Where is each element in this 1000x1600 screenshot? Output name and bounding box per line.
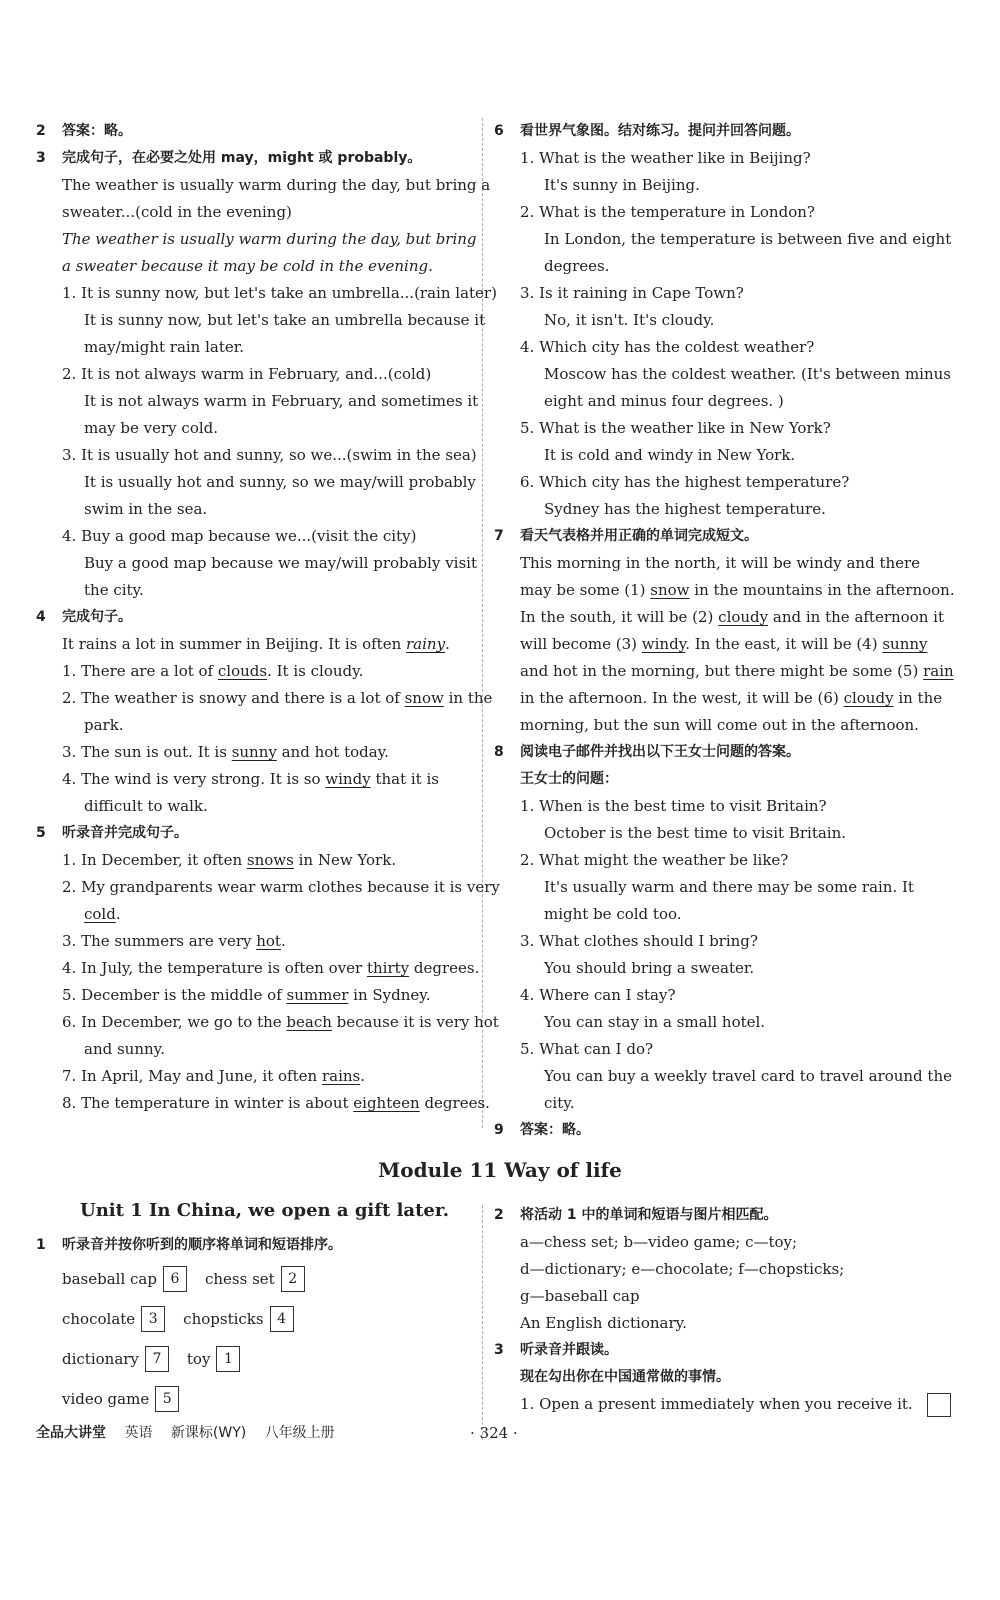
fill-in-answer: hot [256, 932, 281, 950]
text-line: 2. It is not always warm in February, and...(cold) [62, 365, 432, 383]
text-line: may/might rain later. [84, 338, 245, 356]
text-line: 2. My grandparents wear warm clothes because it is very [62, 878, 500, 896]
text-line: It is cold and windy in New York. [544, 446, 796, 464]
exercise-1 [36, 1232, 476, 1419]
question-heading: 3 完成句子，在必要之处用 may，might 或 probably。 [36, 150, 422, 166]
order-number-box: 7 [145, 1346, 169, 1372]
text-line: 4. Buy a good map because we...(visit the city) [62, 527, 417, 545]
answer-line: 1. In December, it often snows in New York. [62, 851, 397, 869]
text-line: 4. Which city has the coldest weather? [520, 338, 815, 356]
fill-in-answer: snow [650, 581, 690, 599]
word-item: dictionary 7 [62, 1346, 169, 1372]
left-column [36, 118, 500, 1117]
right-column [494, 118, 955, 1144]
question-heading: 5 听录音并完成句子。 [36, 825, 188, 841]
word-item: video game 5 [62, 1386, 179, 1412]
text-line: difficult to walk. [84, 797, 208, 815]
order-number-box: 4 [270, 1306, 294, 1332]
fill-in-answer: rains [321, 1067, 361, 1085]
fill-in-answer: thirty [366, 959, 410, 977]
order-number-box: 1 [216, 1346, 240, 1372]
question-heading: 2 将活动 1 中的单词和短语与图片相匹配。 [494, 1207, 778, 1223]
fill-in-answer: eighteen [353, 1094, 420, 1112]
exercise-2-3 [494, 1202, 924, 1418]
text-line: Buy a good map because we may/will probably visit [84, 554, 477, 572]
question-heading: 3 听录音并跟读。 [494, 1342, 618, 1358]
text-line: You can stay in a small hotel. [544, 1013, 766, 1031]
text-line: The weather is usually warm during the day, but bring a [62, 176, 491, 194]
fill-in-answer: cold [84, 905, 116, 923]
text-line: It is usually hot and sunny, so we may/will probably [84, 473, 476, 491]
order-number-box: 5 [155, 1386, 179, 1412]
answer-line: d—dictionary; e—chocolate; f—chopsticks; [520, 1260, 845, 1278]
text-line: may be very cold. [84, 419, 219, 437]
fill-in-answer: sunny [231, 743, 277, 761]
fill-in-answer: snow [404, 689, 444, 707]
text-line: and sunny. [84, 1040, 165, 1058]
answer-line: 3. The summers are very hot. [62, 932, 286, 950]
word-order-list [36, 1259, 476, 1419]
text-line: 5. What can I do? [520, 1040, 654, 1058]
word-item: toy 1 [187, 1346, 241, 1372]
answer-line: 8. The temperature in winter is about eighteen degrees. [62, 1094, 490, 1112]
word-row [36, 1379, 476, 1419]
page-number: · 324 · [470, 1424, 518, 1442]
answer-line: An English dictionary. [520, 1314, 687, 1332]
text-line: a sweater because it may be cold in the evening. [62, 257, 433, 275]
text-line: October is the best time to visit Britain. [544, 824, 847, 842]
text-line: 3. What clothes should I bring? [520, 932, 758, 950]
answer-line: may be some (1) snow in the mountains in the afternoon. [520, 581, 955, 599]
text-line: 3. It is usually hot and sunny, so we...(swim in the sea) [62, 446, 477, 464]
answer-line: 5. December is the middle of summer in Sydney. [62, 986, 431, 1004]
fill-in-answer: rainy [406, 635, 446, 653]
text-line: It's usually warm and there may be some rain. It [544, 878, 914, 896]
text-line: This morning in the north, it will be windy and there [520, 554, 921, 572]
text-line: 2. What might the weather be like? [520, 851, 789, 869]
word-row [36, 1339, 476, 1379]
checklist-item: 1. Open a present immediately when you receive it. [494, 1391, 924, 1418]
fill-in-answer: snows [246, 851, 294, 869]
text-line: The weather is usually warm during the day, but bring [62, 230, 477, 248]
question-heading: 2 答案：略。 [36, 123, 132, 139]
answer-line: a—chess set; b—video game; c—toy; [520, 1233, 798, 1251]
column-divider-lower [482, 1205, 483, 1440]
text-line: park. [84, 716, 124, 734]
text-line: 2. What is the temperature in London? [520, 203, 815, 221]
answer-line: cold. [84, 905, 121, 923]
text-line: degrees. [544, 257, 610, 275]
answer-line: 4. In July, the temperature is often over thirty degrees. [62, 959, 480, 977]
order-number-box: 2 [281, 1266, 305, 1292]
text-line: You should bring a sweater. [544, 959, 755, 977]
text-line: 5. What is the weather like in New York? [520, 419, 831, 437]
fill-in-answer: summer [286, 986, 349, 1004]
text-line: You can buy a weekly travel card to travel around the [544, 1067, 952, 1085]
question-heading: 9 答案：略。 [494, 1122, 590, 1138]
answer-line: 3. The sun is out. It is sunny and hot today. [62, 743, 389, 761]
answer-line: In the south, it will be (2) cloudy and in the afternoon it [520, 608, 944, 626]
question-subheading: 现在勾出你在中国通常做的事情。 [520, 1369, 730, 1385]
word-row [36, 1299, 476, 1339]
text-line: 1. What is the weather like in Beijing? [520, 149, 811, 167]
fill-in-answer: beach [286, 1013, 332, 1031]
fill-in-answer: windy [325, 770, 371, 788]
column-divider [482, 118, 483, 1128]
answer-line: It rains a lot in summer in Beijing. It is often rainy. [62, 635, 450, 653]
text-line: Moscow has the coldest weather. (It's between minus [544, 365, 951, 383]
word-item: chess set 2 [205, 1266, 305, 1292]
fill-in-answer: sunny [882, 635, 928, 653]
text-line: 4. Where can I stay? [520, 986, 676, 1004]
question-heading: 6 看世界气象图。结对练习。提问并回答问题。 [494, 123, 800, 139]
fill-in-answer: cloudy [843, 689, 894, 707]
question-heading: 王女士的问题： [520, 771, 618, 787]
order-number-box: 6 [163, 1266, 187, 1292]
text-line: It's sunny in Beijing. [544, 176, 700, 194]
order-number-box: 3 [141, 1306, 165, 1332]
text-line: 1. When is the best time to visit Britain? [520, 797, 827, 815]
text-line: In London, the temperature is between five and eight [544, 230, 952, 248]
text-line: swim in the sea. [84, 500, 208, 518]
answer-line: 4. The wind is very strong. It is so windy that it is [62, 770, 439, 788]
word-item: baseball cap 6 [62, 1266, 187, 1292]
unit-title: Unit 1 In China, we open a gift later. [80, 1200, 449, 1221]
text-line: 6. Which city has the highest temperature? [520, 473, 850, 491]
footer-edition: 新课标(WY) [170, 1425, 247, 1441]
fill-in-answer: clouds [217, 662, 268, 680]
text-line: eight and minus four degrees. ) [544, 392, 784, 410]
text-line: 1. It is sunny now, but let's take an umbrella...(rain later) [62, 284, 497, 302]
word-row [36, 1259, 476, 1299]
text-line: morning, but the sun will come out in the afternoon. [520, 716, 919, 734]
text-line: It is not always warm in February, and sometimes it [84, 392, 479, 410]
answer-line: in the afternoon. In the west, it will be (6) cloudy in the [520, 689, 943, 707]
text-line: might be cold too. [544, 905, 682, 923]
text-line: city. [544, 1094, 575, 1112]
answer-line: g—baseball cap [520, 1287, 640, 1305]
fill-in-answer: windy [641, 635, 686, 653]
checkbox[interactable] [927, 1393, 951, 1417]
question-heading: 4 完成句子。 [36, 609, 132, 625]
text-line: Sydney has the highest temperature. [544, 500, 826, 518]
footer-brand: 全品大讲堂 [36, 1425, 106, 1441]
answer-line: 6. In December, we go to the beach because it is very hot [62, 1013, 499, 1031]
word-item: chopsticks 4 [183, 1306, 293, 1332]
answer-line: 1. There are a lot of clouds. It is cloudy. [62, 662, 364, 680]
module-title: Module 11 Way of life [378, 1158, 622, 1182]
answer-line: will become (3) windy. In the east, it will be (4) sunny [520, 635, 928, 653]
text-line: It is sunny now, but let's take an umbrella because it [84, 311, 486, 329]
text-line: sweater...(cold in the evening) [62, 203, 292, 221]
word-item: chocolate 3 [62, 1306, 165, 1332]
question-heading: 1 听录音并按你听到的顺序将单词和短语排序。 [36, 1237, 342, 1253]
footer-grade: 八年级上册 [264, 1425, 335, 1441]
text-line: 3. Is it raining in Cape Town? [520, 284, 744, 302]
answer-line: 7. In April, May and June, it often rains. [62, 1067, 366, 1085]
fill-in-answer: rain [923, 662, 954, 680]
footer-subject: 英语 [124, 1425, 153, 1441]
answer-line: 2. The weather is snowy and there is a lot of snow in the [62, 689, 493, 707]
answer-line: and hot in the morning, but there might be some (5) rain [520, 662, 954, 680]
question-heading: 7 看天气表格并用正确的单词完成短文。 [494, 528, 758, 544]
fill-in-answer: cloudy [718, 608, 769, 626]
question-heading: 8 阅读电子邮件并找出以下王女士问题的答案。 [494, 744, 800, 760]
text-line: the city. [84, 581, 144, 599]
text-line: No, it isn't. It's cloudy. [544, 311, 715, 329]
